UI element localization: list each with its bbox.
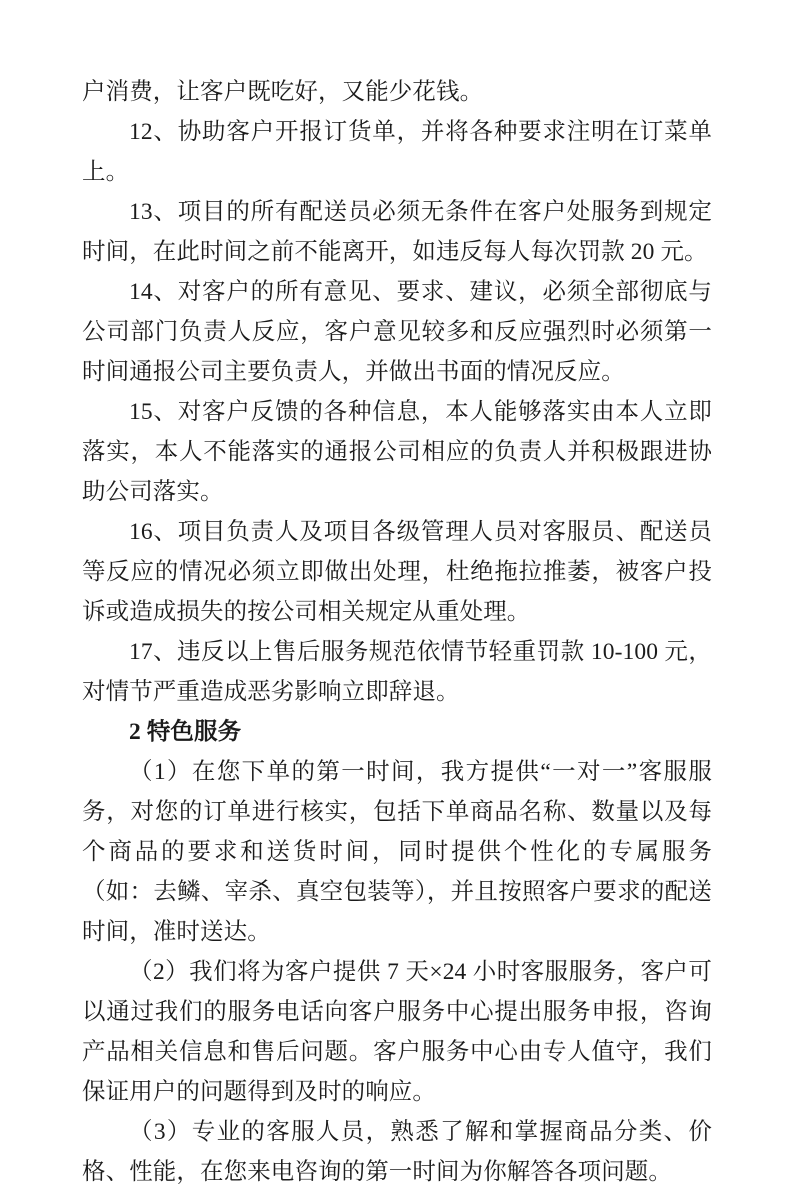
special-service-item-2: （2）我们将为客户提供 7 天×24 小时客服服务，客户可以通过我们的服务电话向客户服务中心提出服务申报，咨询产品相关信息和售后问题。客户服务中心由专人值守，我们保证用户的问题得到及时的响应。 <box>82 959 712 1105</box>
special-service-item-1: （1）在您下单的第一时间，我方提供“一对一”客服服务，对您的订单进行核实，包括下单商品名称、数量以及每个商品的要求和送货时间，同时提供个性化的专属服务（如：去鳞、宰杀、真空包装等），并且按照客户要求的配送时间，准时送达。 <box>82 759 712 945</box>
section-heading-special-service: 2 特色服务 <box>129 719 242 745</box>
rule-item-13: 13、项目的所有配送员必须无条件在客户处服务到规定时间，在此时间之前不能离开，如违反每人每次罚款 20 元。 <box>82 199 712 265</box>
rule-item-17: 17、违反以上售后服务规范依情节轻重罚款 10-100 元，对情节严重造成恶劣影响立即辞退。 <box>82 639 712 705</box>
rule-item-15: 15、对客户反馈的各种信息，本人能够落实由本人立即落实，本人不能落实的通报公司相应的负责人并积极跟进协助公司落实。 <box>82 399 712 505</box>
special-service-item-3: （3）专业的客服人员，熟悉了解和掌握商品分类、价格、性能，在您来电咨询的第一时间为你解答各项问题。 <box>82 1119 712 1185</box>
paragraph-continuation: 户消费，让客户既吃好，又能少花钱。 <box>82 79 484 105</box>
document-text-column <box>82 72 712 1192</box>
rule-item-16: 16、项目负责人及项目各级管理人员对客服员、配送员等反应的情况必须立即做出处理，杜绝拖拉推萎，被客户投诉或造成损失的按公司相关规定从重处理。 <box>82 519 712 625</box>
rule-item-12: 12、协助客户开报订货单，并将各种要求注明在订菜单上。 <box>82 119 712 185</box>
rule-item-14: 14、对客户的所有意见、要求、建议，必须全部彻底与公司部门负责人反应，客户意见较多和反应强烈时必须第一时间通报公司主要负责人，并做出书面的情况反应。 <box>82 279 712 385</box>
